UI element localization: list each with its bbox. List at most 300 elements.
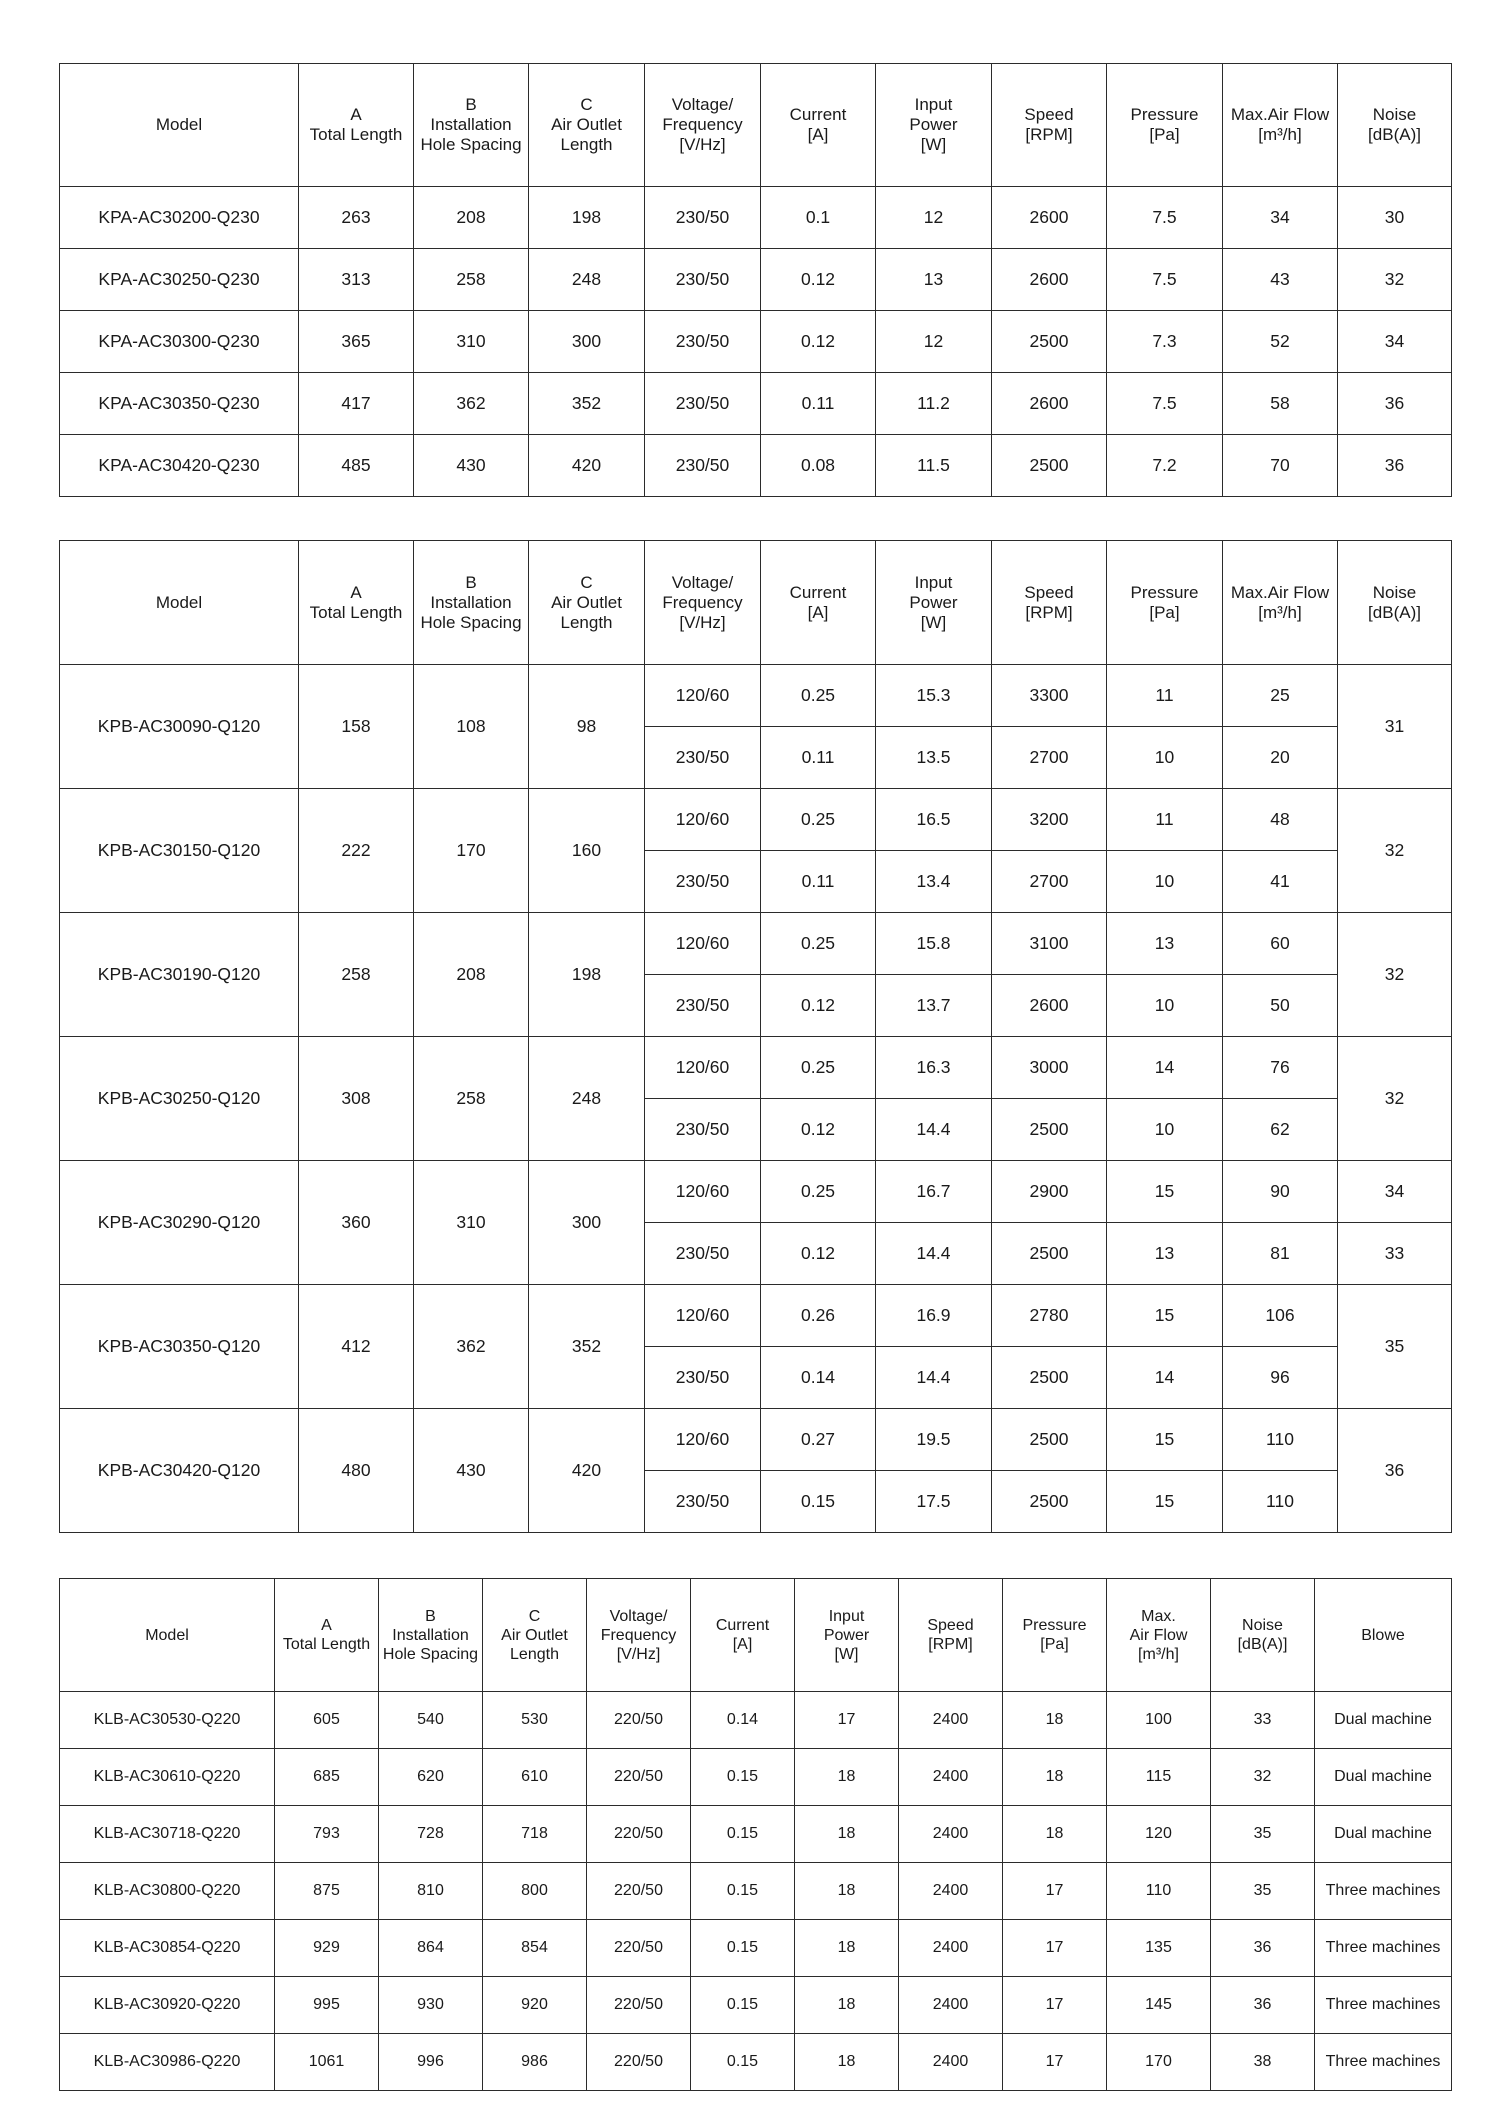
cell: 0.11 — [761, 727, 876, 789]
cell: 120/60 — [645, 913, 761, 975]
header-model: Model — [60, 541, 299, 665]
cell: 930 — [379, 1977, 483, 2034]
table-row — [60, 1920, 1452, 1977]
cell: 14.4 — [876, 1099, 992, 1161]
cell: 220/50 — [587, 1977, 691, 2034]
cell: 13 — [1107, 913, 1223, 975]
table-row — [60, 1409, 1452, 1471]
cell: 220/50 — [587, 1920, 691, 1977]
table-row — [60, 665, 1452, 727]
cell: 198 — [529, 913, 645, 1037]
cell: 7.5 — [1107, 249, 1223, 311]
table-row — [60, 1161, 1452, 1223]
cell: 120/60 — [645, 665, 761, 727]
table-row — [60, 311, 1452, 373]
cell: 230/50 — [645, 435, 761, 497]
cell: 258 — [299, 913, 414, 1037]
cell: 60 — [1223, 913, 1338, 975]
cell: 0.12 — [761, 1223, 876, 1285]
cell: 90 — [1223, 1161, 1338, 1223]
cell: 15 — [1107, 1285, 1223, 1347]
cell-model: KPA-AC30350-Q230 — [60, 373, 299, 435]
cell: 52 — [1223, 311, 1338, 373]
table-row — [60, 1285, 1452, 1347]
cell: 0.15 — [691, 1920, 795, 1977]
header-current: Current [A] — [761, 541, 876, 665]
cell: 605 — [275, 1692, 379, 1749]
table-row — [60, 1863, 1452, 1920]
cell: 420 — [529, 1409, 645, 1533]
cell: 2600 — [992, 187, 1107, 249]
cell-noise: 32 — [1338, 913, 1452, 1037]
cell: 875 — [275, 1863, 379, 1920]
cell-model: KPB-AC30350-Q120 — [60, 1285, 299, 1409]
cell: 230/50 — [645, 1099, 761, 1161]
cell-model: KPB-AC30290-Q120 — [60, 1161, 299, 1285]
cell: 248 — [529, 249, 645, 311]
cell: 2400 — [899, 1977, 1003, 2034]
cell: 530 — [483, 1692, 587, 1749]
cell: 263 — [299, 187, 414, 249]
cell: 135 — [1107, 1920, 1211, 1977]
table-header-row — [60, 541, 1452, 665]
cell: 610 — [483, 1749, 587, 1806]
cell: 120/60 — [645, 1285, 761, 1347]
cell: 41 — [1223, 851, 1338, 913]
header-input-power: Input Power [W] — [876, 64, 992, 187]
cell: 864 — [379, 1920, 483, 1977]
cell: 2400 — [899, 1749, 1003, 1806]
cell: 108 — [414, 665, 529, 789]
table-header-row — [60, 1579, 1452, 1692]
cell: 0.15 — [691, 1977, 795, 2034]
cell: 220/50 — [587, 1806, 691, 1863]
cell: 352 — [529, 1285, 645, 1409]
cell: 2500 — [992, 1347, 1107, 1409]
cell-blower: Three machines — [1315, 1920, 1452, 1977]
cell: 308 — [299, 1037, 414, 1161]
header-voltage-frequency: Voltage/ Frequency [V/Hz] — [587, 1579, 691, 1692]
header-pressure: Pressure [Pa] — [1107, 64, 1223, 187]
cell: 12 — [876, 311, 992, 373]
cell: 220/50 — [587, 1749, 691, 1806]
cell: 160 — [529, 789, 645, 913]
cell-noise: 33 — [1338, 1223, 1452, 1285]
header-max-air-flow: Max.Air Flow [m³/h] — [1223, 64, 1338, 187]
cell: 230/50 — [645, 373, 761, 435]
cell-model: KPA-AC30200-Q230 — [60, 187, 299, 249]
table-row — [60, 435, 1452, 497]
cell: 300 — [529, 1161, 645, 1285]
cell: 145 — [1107, 1977, 1211, 2034]
table-row — [60, 789, 1452, 851]
table-row — [60, 1977, 1452, 2034]
cell: 18 — [795, 1977, 899, 2034]
cell: 2500 — [992, 1471, 1107, 1533]
cell: 14.4 — [876, 1223, 992, 1285]
header-total-length: A Total Length — [299, 64, 414, 187]
cell: 430 — [414, 435, 529, 497]
cell: 13 — [876, 249, 992, 311]
header-noise: Noise [dB(A)] — [1338, 541, 1452, 665]
cell: 0.12 — [761, 1099, 876, 1161]
cell: 158 — [299, 665, 414, 789]
cell-model: KLB-AC30718-Q220 — [60, 1806, 275, 1863]
cell-model: KPB-AC30090-Q120 — [60, 665, 299, 789]
cell: 2700 — [992, 851, 1107, 913]
cell-model: KPB-AC30150-Q120 — [60, 789, 299, 913]
cell: 16.5 — [876, 789, 992, 851]
cell-model: KPB-AC30420-Q120 — [60, 1409, 299, 1533]
cell: 48 — [1223, 789, 1338, 851]
table-row — [60, 913, 1452, 975]
cell: 2600 — [992, 975, 1107, 1037]
cell-model: KLB-AC30610-Q220 — [60, 1749, 275, 1806]
cell: 310 — [414, 311, 529, 373]
cell: 35 — [1211, 1863, 1315, 1920]
header-model: Model — [60, 64, 299, 187]
cell: 20 — [1223, 727, 1338, 789]
cell: 208 — [414, 187, 529, 249]
cell: 110 — [1223, 1409, 1338, 1471]
cell: 120/60 — [645, 789, 761, 851]
cell-model: KPA-AC30420-Q230 — [60, 435, 299, 497]
cell: 81 — [1223, 1223, 1338, 1285]
cell: 854 — [483, 1920, 587, 1977]
cell: 13.7 — [876, 975, 992, 1037]
cell: 15.8 — [876, 913, 992, 975]
cell: 0.11 — [761, 851, 876, 913]
cell-noise: 36 — [1338, 1409, 1452, 1533]
cell: 198 — [529, 187, 645, 249]
cell: 17 — [1003, 1863, 1107, 1920]
cell: 986 — [483, 2034, 587, 2091]
cell: 50 — [1223, 975, 1338, 1037]
cell: 220/50 — [587, 2034, 691, 2091]
header-pressure: Pressure [Pa] — [1003, 1579, 1107, 1692]
header-hole-spacing: B Installation Hole Spacing — [379, 1579, 483, 1692]
cell: 2400 — [899, 2034, 1003, 2091]
header-noise: Noise [dB(A)] — [1338, 64, 1452, 187]
header-input-power: Input Power [W] — [876, 541, 992, 665]
cell: 365 — [299, 311, 414, 373]
cell: 420 — [529, 435, 645, 497]
table-row — [60, 1749, 1452, 1806]
cell: 32 — [1211, 1749, 1315, 1806]
header-pressure: Pressure [Pa] — [1107, 541, 1223, 665]
cell: 15 — [1107, 1409, 1223, 1471]
header-air-outlet-length: C Air Outlet Length — [483, 1579, 587, 1692]
cell-noise: 35 — [1338, 1285, 1452, 1409]
cell: 13.4 — [876, 851, 992, 913]
header-voltage-frequency: Voltage/ Frequency [V/Hz] — [645, 64, 761, 187]
header-current: Current [A] — [691, 1579, 795, 1692]
cell: 0.15 — [691, 2034, 795, 2091]
header-voltage-frequency: Voltage/ Frequency [V/Hz] — [645, 541, 761, 665]
cell: 170 — [414, 789, 529, 913]
cell: 18 — [795, 1863, 899, 1920]
cell-model: KLB-AC30854-Q220 — [60, 1920, 275, 1977]
cell: 480 — [299, 1409, 414, 1533]
cell: 18 — [795, 1806, 899, 1863]
table-row — [60, 1692, 1452, 1749]
cell: 25 — [1223, 665, 1338, 727]
kpb-spec-table — [59, 540, 1452, 1533]
cell: 2700 — [992, 727, 1107, 789]
header-total-length: A Total Length — [299, 541, 414, 665]
cell: 0.15 — [691, 1749, 795, 1806]
cell-model: KPB-AC30190-Q120 — [60, 913, 299, 1037]
header-current: Current [A] — [761, 64, 876, 187]
cell: 2400 — [899, 1863, 1003, 1920]
cell: 718 — [483, 1806, 587, 1863]
cell: 110 — [1223, 1471, 1338, 1533]
table-row — [60, 373, 1452, 435]
cell: 18 — [795, 2034, 899, 2091]
cell: 220/50 — [587, 1692, 691, 1749]
cell: 920 — [483, 1977, 587, 2034]
table-row — [60, 1806, 1452, 1863]
cell: 313 — [299, 249, 414, 311]
cell: 18 — [795, 1749, 899, 1806]
cell: 7.5 — [1107, 373, 1223, 435]
cell: 0.12 — [761, 975, 876, 1037]
cell: 2600 — [992, 373, 1107, 435]
header-air-outlet-length: C Air Outlet Length — [529, 64, 645, 187]
cell: 0.25 — [761, 665, 876, 727]
cell: 32 — [1338, 249, 1452, 311]
cell: 15.3 — [876, 665, 992, 727]
cell: 2900 — [992, 1161, 1107, 1223]
cell: 230/50 — [645, 851, 761, 913]
cell: 110 — [1107, 1863, 1211, 1920]
table-row — [60, 249, 1452, 311]
cell: 36 — [1338, 373, 1452, 435]
cell: 96 — [1223, 1347, 1338, 1409]
cell: 360 — [299, 1161, 414, 1285]
cell: 70 — [1223, 435, 1338, 497]
cell: 0.25 — [761, 1037, 876, 1099]
cell-model: KLB-AC30986-Q220 — [60, 2034, 275, 2091]
cell: 16.3 — [876, 1037, 992, 1099]
cell: 222 — [299, 789, 414, 913]
cell: 230/50 — [645, 187, 761, 249]
cell: 98 — [529, 665, 645, 789]
cell: 2780 — [992, 1285, 1107, 1347]
cell: 3100 — [992, 913, 1107, 975]
cell: 120/60 — [645, 1409, 761, 1471]
cell: 2500 — [992, 1099, 1107, 1161]
cell: 7.2 — [1107, 435, 1223, 497]
cell: 929 — [275, 1920, 379, 1977]
header-blower: Blowe — [1315, 1579, 1452, 1692]
cell: 36 — [1338, 435, 1452, 497]
cell: 230/50 — [645, 727, 761, 789]
cell: 208 — [414, 913, 529, 1037]
cell: 16.9 — [876, 1285, 992, 1347]
kpa-spec-table — [59, 63, 1452, 497]
header-total-length: A Total Length — [275, 1579, 379, 1692]
cell-noise: 32 — [1338, 1037, 1452, 1161]
cell: 115 — [1107, 1749, 1211, 1806]
cell: 35 — [1211, 1806, 1315, 1863]
cell: 230/50 — [645, 1471, 761, 1533]
cell: 15 — [1107, 1471, 1223, 1533]
cell: 0.08 — [761, 435, 876, 497]
cell: 0.25 — [761, 789, 876, 851]
cell: 0.1 — [761, 187, 876, 249]
cell: 13 — [1107, 1223, 1223, 1285]
cell: 800 — [483, 1863, 587, 1920]
header-hole-spacing: B Installation Hole Spacing — [414, 541, 529, 665]
cell: 793 — [275, 1806, 379, 1863]
cell: 58 — [1223, 373, 1338, 435]
cell: 3300 — [992, 665, 1107, 727]
header-speed: Speed [RPM] — [992, 64, 1107, 187]
cell: 3000 — [992, 1037, 1107, 1099]
header-hole-spacing: B Installation Hole Spacing — [414, 64, 529, 187]
cell: 11.2 — [876, 373, 992, 435]
cell: 14 — [1107, 1037, 1223, 1099]
cell: 2400 — [899, 1692, 1003, 1749]
cell: 106 — [1223, 1285, 1338, 1347]
cell-blower: Dual machine — [1315, 1749, 1452, 1806]
cell: 11 — [1107, 665, 1223, 727]
cell: 10 — [1107, 1099, 1223, 1161]
cell: 13.5 — [876, 727, 992, 789]
cell: 430 — [414, 1409, 529, 1533]
cell: 17 — [795, 1692, 899, 1749]
cell: 620 — [379, 1749, 483, 1806]
klb-spec-table — [59, 1578, 1452, 2091]
cell: 258 — [414, 1037, 529, 1161]
cell: 2500 — [992, 435, 1107, 497]
cell: 11.5 — [876, 435, 992, 497]
cell: 230/50 — [645, 1347, 761, 1409]
cell: 310 — [414, 1161, 529, 1285]
header-model: Model — [60, 1579, 275, 1692]
header-max-air-flow: Max.Air Flow [m³/h] — [1223, 541, 1338, 665]
cell: 2400 — [899, 1920, 1003, 1977]
cell-model: KPB-AC30250-Q120 — [60, 1037, 299, 1161]
cell: 18 — [1003, 1749, 1107, 1806]
cell: 33 — [1211, 1692, 1315, 1749]
cell: 2500 — [992, 311, 1107, 373]
cell: 10 — [1107, 975, 1223, 1037]
cell: 17 — [1003, 1977, 1107, 2034]
cell: 36 — [1211, 1920, 1315, 1977]
cell: 996 — [379, 2034, 483, 2091]
cell: 36 — [1211, 1977, 1315, 2034]
cell: 17.5 — [876, 1471, 992, 1533]
cell-noise: 32 — [1338, 789, 1452, 913]
cell: 14 — [1107, 1347, 1223, 1409]
cell-model: KLB-AC30530-Q220 — [60, 1692, 275, 1749]
cell: 2400 — [899, 1806, 1003, 1863]
header-noise: Noise [dB(A)] — [1211, 1579, 1315, 1692]
cell-noise: 31 — [1338, 665, 1452, 789]
cell-blower: Three machines — [1315, 1863, 1452, 1920]
cell-noise: 34 — [1338, 1161, 1452, 1223]
cell-blower: Dual machine — [1315, 1692, 1452, 1749]
cell: 100 — [1107, 1692, 1211, 1749]
cell-blower: Three machines — [1315, 1977, 1452, 2034]
cell: 0.14 — [691, 1692, 795, 1749]
cell: 38 — [1211, 2034, 1315, 2091]
cell: 0.27 — [761, 1409, 876, 1471]
cell: 3200 — [992, 789, 1107, 851]
cell: 170 — [1107, 2034, 1211, 2091]
cell: 18 — [1003, 1692, 1107, 1749]
cell: 76 — [1223, 1037, 1338, 1099]
cell: 0.25 — [761, 1161, 876, 1223]
cell: 230/50 — [645, 249, 761, 311]
cell: 0.12 — [761, 249, 876, 311]
cell: 362 — [414, 1285, 529, 1409]
cell: 1061 — [275, 2034, 379, 2091]
cell-model: KLB-AC30920-Q220 — [60, 1977, 275, 2034]
cell: 18 — [1003, 1806, 1107, 1863]
cell: 0.11 — [761, 373, 876, 435]
cell: 7.5 — [1107, 187, 1223, 249]
cell: 412 — [299, 1285, 414, 1409]
cell: 362 — [414, 373, 529, 435]
cell: 995 — [275, 1977, 379, 2034]
header-speed: Speed [RPM] — [992, 541, 1107, 665]
cell: 0.26 — [761, 1285, 876, 1347]
header-speed: Speed [RPM] — [899, 1579, 1003, 1692]
cell: 18 — [795, 1920, 899, 1977]
header-input-power: Input Power [W] — [795, 1579, 899, 1692]
cell: 17 — [1003, 1920, 1107, 1977]
cell: 62 — [1223, 1099, 1338, 1161]
cell: 0.25 — [761, 913, 876, 975]
cell: 10 — [1107, 851, 1223, 913]
cell: 230/50 — [645, 1223, 761, 1285]
cell-blower: Three machines — [1315, 2034, 1452, 2091]
cell: 2500 — [992, 1223, 1107, 1285]
cell: 810 — [379, 1863, 483, 1920]
cell: 352 — [529, 373, 645, 435]
cell: 34 — [1223, 187, 1338, 249]
cell: 120/60 — [645, 1161, 761, 1223]
cell: 10 — [1107, 727, 1223, 789]
table-header-row — [60, 64, 1452, 187]
table-row — [60, 187, 1452, 249]
cell: 43 — [1223, 249, 1338, 311]
header-max-air-flow: Max. Air Flow [m³/h] — [1107, 1579, 1211, 1692]
header-air-outlet-length: C Air Outlet Length — [529, 541, 645, 665]
cell-model: KLB-AC30800-Q220 — [60, 1863, 275, 1920]
cell: 0.15 — [761, 1471, 876, 1533]
cell: 728 — [379, 1806, 483, 1863]
cell: 2600 — [992, 249, 1107, 311]
cell: 248 — [529, 1037, 645, 1161]
table-row — [60, 1037, 1452, 1099]
cell: 15 — [1107, 1161, 1223, 1223]
cell: 300 — [529, 311, 645, 373]
cell: 30 — [1338, 187, 1452, 249]
cell: 17 — [1003, 2034, 1107, 2091]
cell: 120/60 — [645, 1037, 761, 1099]
cell: 230/50 — [645, 311, 761, 373]
cell-model: KPA-AC30250-Q230 — [60, 249, 299, 311]
cell: 0.14 — [761, 1347, 876, 1409]
cell: 485 — [299, 435, 414, 497]
cell: 14.4 — [876, 1347, 992, 1409]
cell: 0.15 — [691, 1806, 795, 1863]
cell: 0.15 — [691, 1863, 795, 1920]
